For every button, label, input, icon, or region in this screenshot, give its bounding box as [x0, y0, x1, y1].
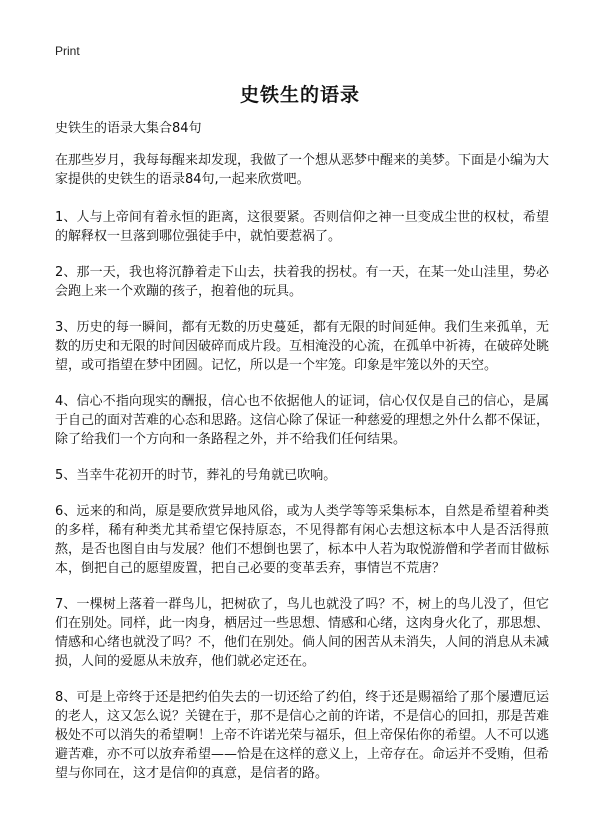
document-body	[55, 151, 549, 800]
quote-paragraph: 5、当幸牛花初开的时节，葬礼的号角就已吹响。	[55, 468, 337, 483]
quote-paragraph: 8、可是上帝终于还是把约伯失去的一切还给了约伯，终于还是赐福给了那个屡遭厄运的老人，这又怎么说？关键在于，那不是信心之前的许诺，不是信心的回扣，那是苦难极处不可以消失的希望啊！上帝不许诺光荣与福乐，但上帝保佑你的希望。人不可以逃避苦难，亦不可以放弃希望——恰是在这样的意义上，上帝存在。命运并不受贿，但希望与你同在，这才是信仰的真意，是信者的路。	[55, 690, 550, 781]
document-subtitle: 史铁生的语录大集合84句	[55, 121, 202, 136]
quote-paragraph: 6、远来的和尚，原是要欣赏异地风俗，或为人类学等等采集标本，自然是希望着种类的多样，稀有种类尤其希望它保持原态，不见得都有闲心去想这标本中人是否活得煎熬，是否也图自由与发展？他们不想倒也罢了，标本中人若为取悦游僧和学者而甘做标本，倒把自己的愿望废置，把自己必要的变革丢弃，事情岂不荒唐？	[55, 504, 550, 576]
quote-paragraph: 7、一棵树上落着一群鸟儿，把树砍了，鸟儿也就没了吗？不，树上的鸟儿没了，但它们在别处。同样，此一肉身，栖居过一些思想、情感和心绪，这肉身火化了，那思想、情感和心绪也就没了吗？不，他们在别处。倘人间的困苦从未消失，人间的消息从未减损，人间的爱愿从未放弃，他们就必定还在。	[55, 597, 550, 669]
quote-paragraph: 3、历史的每一瞬间，都有无数的历史蔓延，都有无限的时间延伸。我们生来孤单，无数的历史和无限的时间因破碎而成片段。互相淹没的心流，在孤单中祈祷，在破碎处眺望，或可指望在梦中团圆。记忆，所以是一个牢笼。印象是牢笼以外的天空。	[55, 320, 550, 373]
page-title: 史铁生的语录	[239, 84, 360, 106]
quote-paragraph: 1、人与上帝间有着永恒的距离，这很要紧。否则信仰之神一旦变成尘世的权杖，希望的解释权一旦落到哪位强徒手中，就怕要惹祸了。	[55, 210, 549, 244]
intro-paragraph: 在那些岁月，我每每醒来却发现，我做了一个想从恶梦中醒来的美梦。下面是小编为大家提供的史铁生的语录84句,一起来欣赏吧。	[55, 153, 550, 187]
print-link[interactable]: Print	[55, 44, 80, 58]
quote-paragraph: 2、那一天，我也将沉静着走下山去，扶着我的拐杖。有一天，在某一处山洼里，势必会跑上来一个欢蹦的孩子，抱着他的玩具。	[55, 265, 549, 299]
quote-paragraph: 4、信心不指向现实的酬报，信心也不依据他人的证词，信心仅仅是自己的信心，是属于自己的面对苦难的心态和思路。这信心除了保证一种慈爱的理想之外什么都不保证，除了给我们一个方向和一条路程之外，并不给我们任何结果。	[55, 394, 550, 447]
